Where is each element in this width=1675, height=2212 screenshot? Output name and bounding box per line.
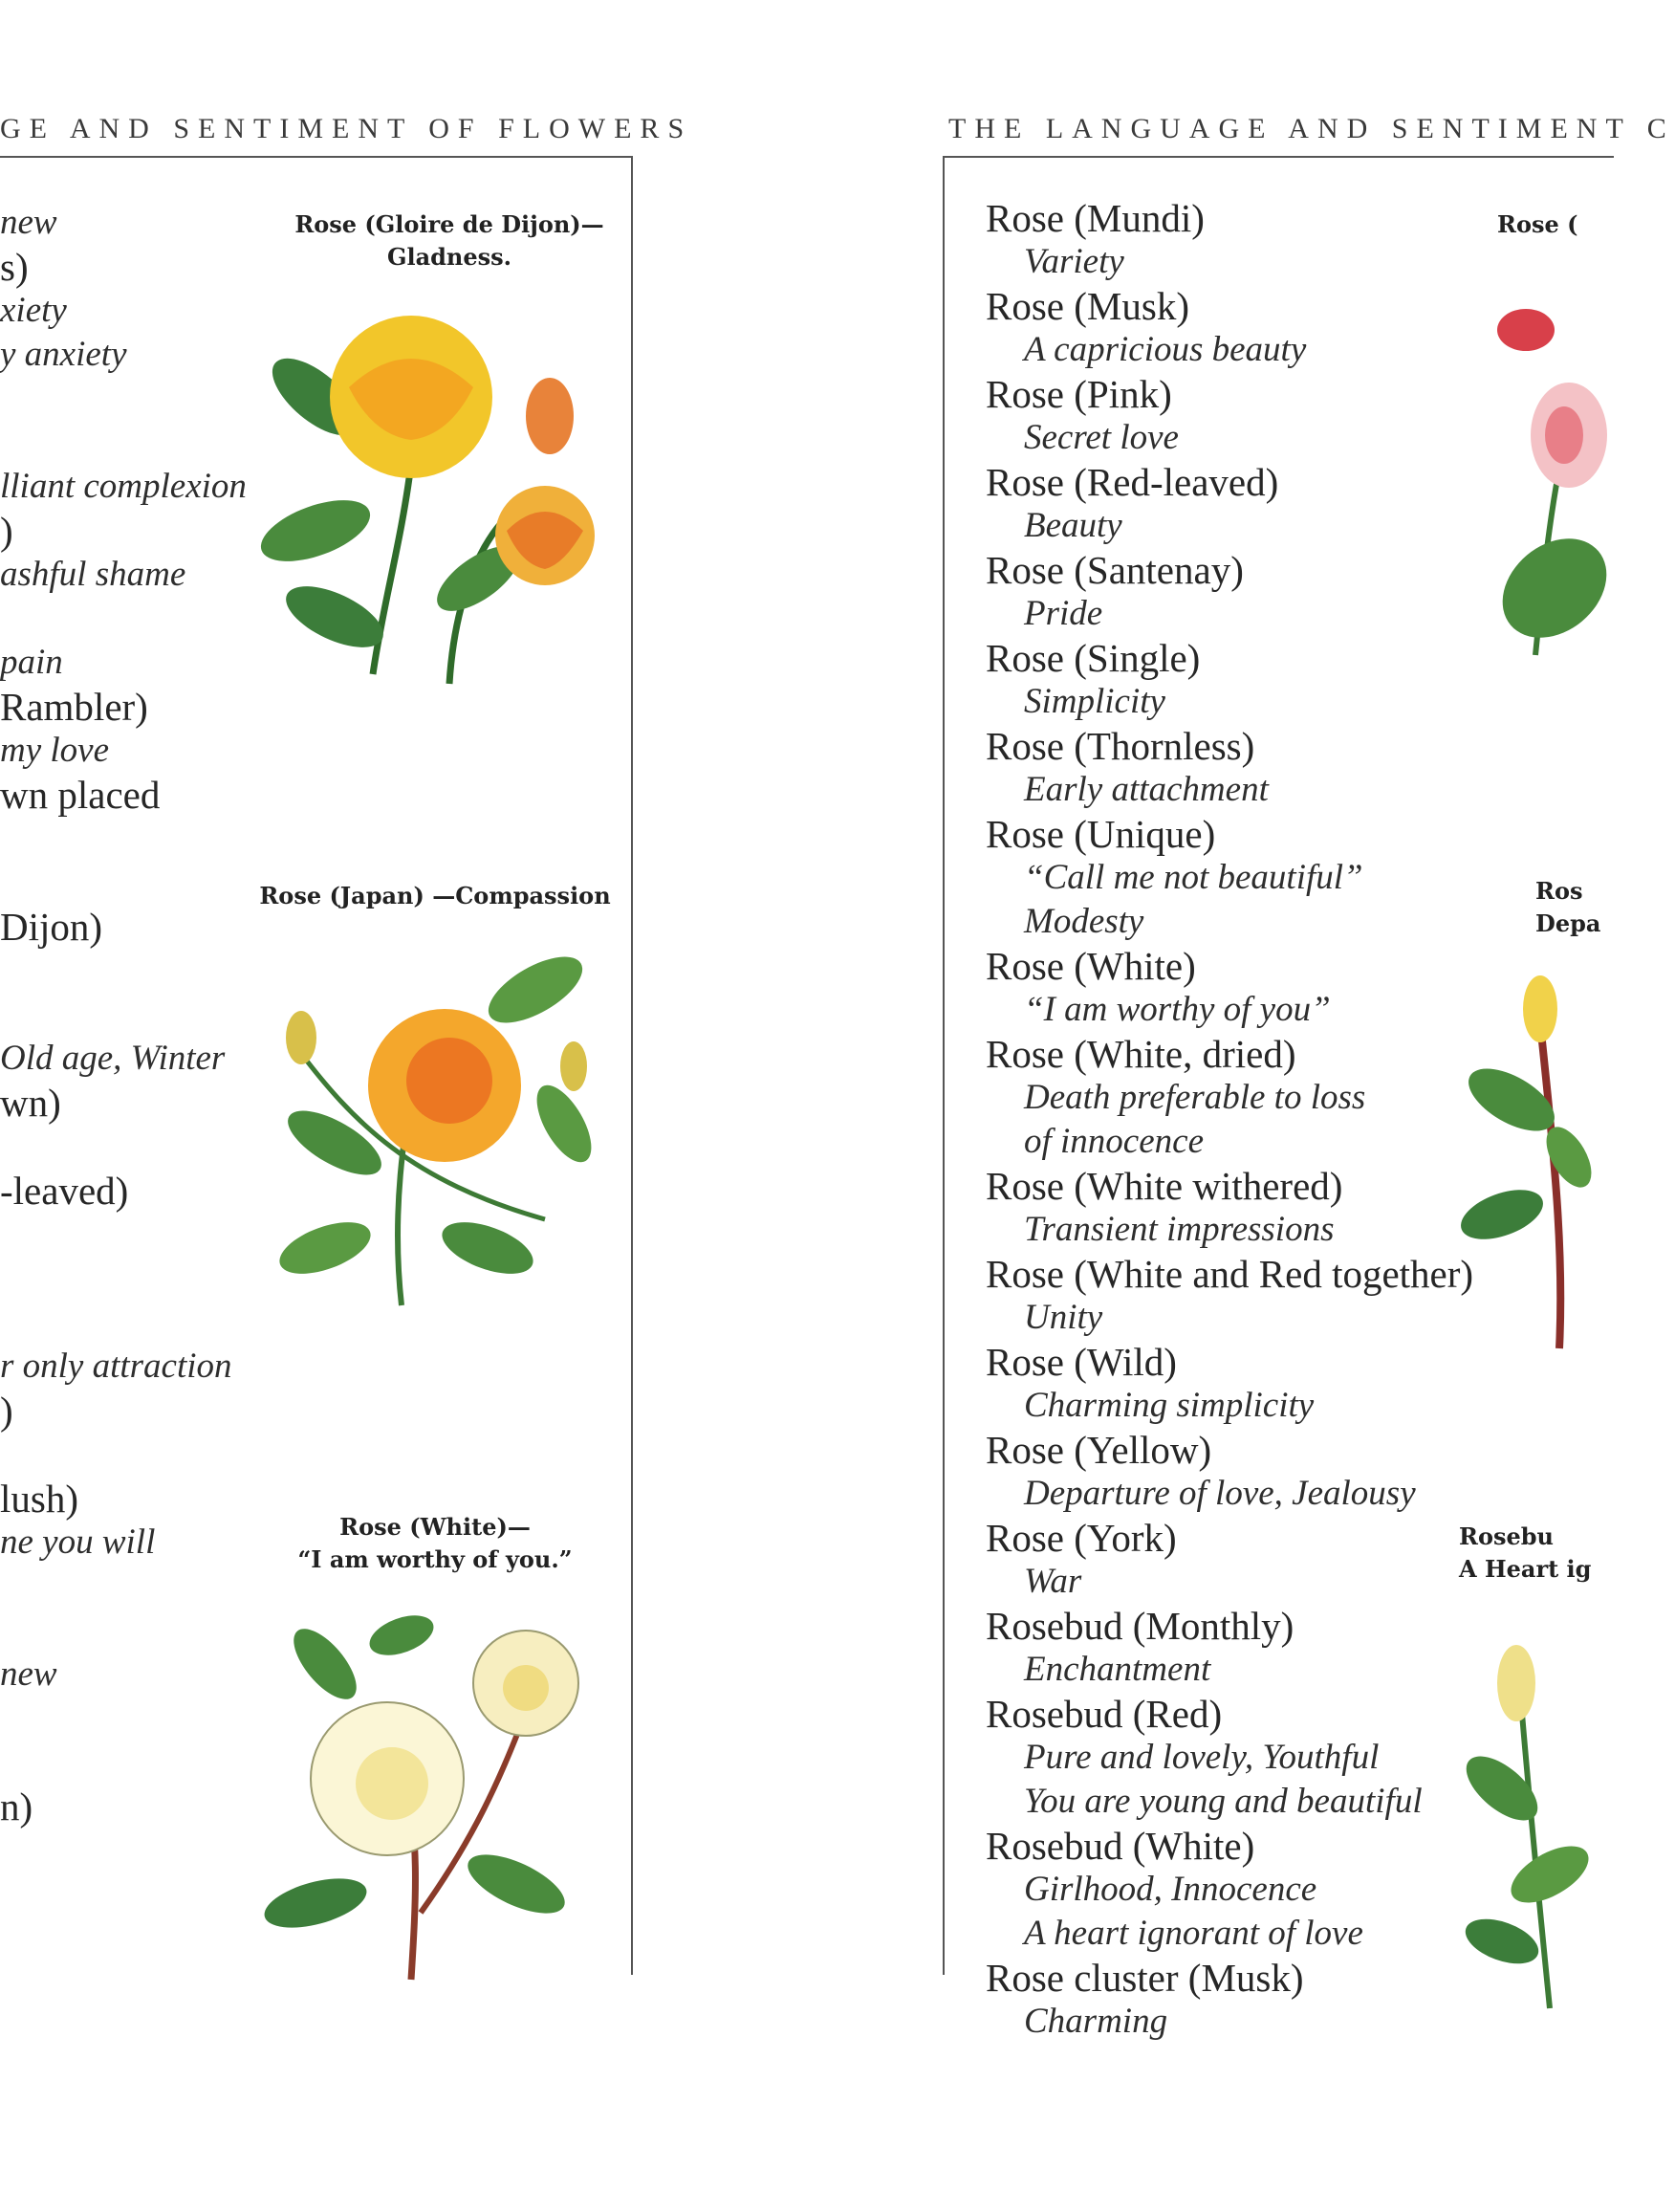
caption-white <box>258 1511 612 1576</box>
entry-meaning: You are young and beautiful <box>1024 1782 1423 1821</box>
blank-line <box>0 1125 258 1169</box>
pink-rose-illustration <box>1478 273 1579 655</box>
entry-name: wn placed <box>0 773 161 817</box>
entry-meaning: y anxiety <box>0 335 127 374</box>
entry-meaning: r only attraction <box>0 1347 232 1386</box>
entry-name: Rose (Pink) <box>986 372 1172 416</box>
caption-right-3 <box>1459 1521 1591 1586</box>
entry-name: ) <box>0 1389 13 1433</box>
blank-line <box>0 1433 258 1477</box>
entry-meaning: of innocence <box>1024 1122 1204 1161</box>
entry-name: n) <box>0 1785 33 1829</box>
blank-line <box>0 949 258 993</box>
entry-name: Rambler) <box>0 685 148 729</box>
white-rosebud-illustration <box>1464 1626 1579 2008</box>
orange-rose-illustration <box>258 932 612 1315</box>
entry-name: Rose (Yellow) <box>986 1428 1212 1472</box>
entry-meaning: ne you will <box>0 1522 156 1562</box>
caption-line: Gladness. <box>386 243 512 271</box>
entry-meaning: Secret love <box>1024 418 1179 457</box>
blank-line <box>0 1741 258 1785</box>
caption-line: Rose (White)— <box>339 1513 531 1541</box>
entry-name: Rose (Santenay) <box>986 548 1244 592</box>
entry-meaning: War <box>1024 1562 1082 1601</box>
left-entry-list <box>0 201 258 1829</box>
blank-line <box>0 1565 258 1609</box>
entry-meaning: Death preferable to loss <box>1024 1078 1366 1117</box>
caption-line: Ros <box>1535 877 1583 905</box>
entry-meaning: Transient impressions <box>1024 1210 1335 1249</box>
entry-meaning: Simplicity <box>1024 682 1165 721</box>
blank-line <box>0 1301 258 1345</box>
entry-name: Rosebud (Monthly) <box>986 1604 1294 1648</box>
list-item <box>986 724 1598 812</box>
caption-line: Rose ( <box>1497 210 1578 238</box>
blank-line <box>0 993 258 1037</box>
entry-meaning: new <box>0 203 57 242</box>
entry-meaning: Variety <box>1024 242 1124 281</box>
entry-meaning: lliant complexion <box>0 467 247 506</box>
entry-meaning: A capricious beauty <box>1024 330 1307 369</box>
caption-line: A Heart ig <box>1459 1555 1592 1583</box>
yellow-rosebud-illustration <box>1464 966 1579 1348</box>
entry-meaning: Charming simplicity <box>1024 1386 1315 1425</box>
entry-meaning: new <box>0 1654 57 1694</box>
white-rose-illustration <box>258 1597 612 1989</box>
right-running-head: THE LANGUAGE AND SENTIMENT C <box>948 113 1675 144</box>
left-page <box>0 0 790 2212</box>
entry-meaning: Beauty <box>1024 506 1122 545</box>
entry-meaning: Modesty <box>1024 902 1144 941</box>
entry-meaning: Departure of love, Jealousy <box>1024 1474 1416 1513</box>
entry-meaning: xiety <box>0 291 67 330</box>
entry-name: Rosebud (White) <box>986 1824 1255 1868</box>
caption-right-1 <box>1497 208 1577 241</box>
blank-line <box>0 1213 258 1257</box>
caption-japan <box>258 880 612 912</box>
caption-line: Rosebu <box>1459 1522 1554 1550</box>
entry-meaning: Early attachment <box>1024 770 1269 809</box>
blank-line <box>0 861 258 905</box>
entry-name: ) <box>0 509 13 553</box>
left-running-head: GE AND SENTIMENT OF FLOWERS <box>0 113 693 144</box>
entry-name: Rose (White) <box>986 944 1196 988</box>
blank-line <box>0 1609 258 1653</box>
list-item <box>986 812 1601 944</box>
right-page <box>790 0 1675 2212</box>
entry-meaning: Pure and lovely, Youthful <box>1024 1738 1380 1777</box>
blank-line <box>0 597 258 641</box>
caption-gloire-de-dijon <box>287 208 612 274</box>
yellow-rose-illustration <box>258 292 612 693</box>
entry-name: Rose (Red-leaved) <box>986 460 1279 504</box>
entry-meaning: Girlhood, Innocence <box>1024 1870 1317 1909</box>
entry-meaning: Charming <box>1024 2002 1168 2041</box>
blank-line <box>0 817 258 861</box>
entry-meaning: Enchantment <box>1024 1650 1211 1689</box>
entry-name: Rose (White and Red together) <box>986 1252 1474 1296</box>
caption-line: Depa <box>1535 909 1601 937</box>
blank-line <box>0 377 258 421</box>
entry-name: Rosebud (Red) <box>986 1692 1223 1736</box>
entry-name: wn) <box>0 1081 61 1125</box>
blank-line <box>0 1697 258 1741</box>
entry-name: Rose (Unique) <box>986 812 1216 856</box>
entry-meaning: pain <box>0 643 63 682</box>
caption-line: Rose (Gloire de Dijon)— <box>294 210 604 238</box>
entry-name: Rose cluster (Musk) <box>986 1956 1304 2000</box>
caption-line: “I am worthy of you.” <box>297 1545 573 1573</box>
entry-meaning: Pride <box>1024 594 1103 633</box>
entry-meaning: Unity <box>1024 1298 1103 1337</box>
entry-name: Rose (White, dried) <box>986 1032 1296 1076</box>
entry-name: Rose (White withered) <box>986 1164 1343 1208</box>
entry-meaning: my love <box>0 731 110 770</box>
entry-name: Rose (Musk) <box>986 284 1189 328</box>
entry-meaning: A heart ignorant of love <box>1024 1914 1363 1953</box>
list-item <box>986 1428 1598 1516</box>
entry-meaning: Old age, Winter <box>0 1039 226 1078</box>
entry-name: Rose (York) <box>986 1516 1177 1560</box>
blank-line <box>0 1257 258 1301</box>
entry-name: Dijon) <box>0 905 103 949</box>
caption-right-2 <box>1535 875 1600 940</box>
entry-meaning: ashful shame <box>0 555 186 594</box>
entry-name: -leaved) <box>0 1169 129 1213</box>
entry-meaning: “I am worthy of you” <box>1024 990 1331 1029</box>
entry-name: s) <box>0 245 29 289</box>
entry-meaning: “Call me not beautiful” <box>1024 858 1363 897</box>
list-item <box>986 1340 1598 1428</box>
entry-name: Rose (Single) <box>986 636 1201 680</box>
blank-line <box>0 421 258 465</box>
entry-name: Rose (Thornless) <box>986 724 1255 768</box>
entry-name: Rose (Wild) <box>986 1340 1177 1384</box>
caption-line: Rose (Japan) —Compassion <box>259 882 611 909</box>
entry-name: lush) <box>0 1477 78 1521</box>
entry-name: Rose (Mundi) <box>986 196 1205 240</box>
